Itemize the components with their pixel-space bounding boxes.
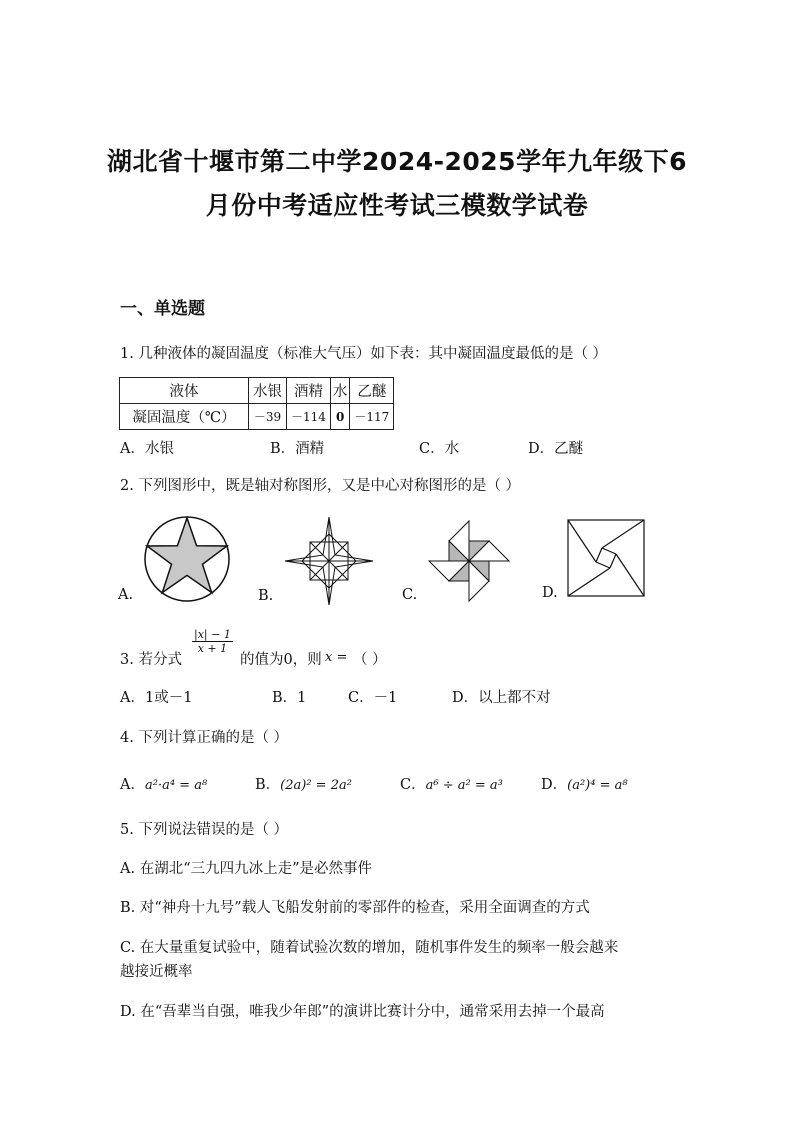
table-cell: －39 <box>249 404 287 430</box>
q1-option-c: C．水 <box>419 441 460 457</box>
q2-label-c: C. <box>402 587 418 603</box>
table-cell: 0 <box>330 404 350 430</box>
table-cell: －117 <box>350 404 394 430</box>
q3-option-c: C．－1 <box>348 690 398 706</box>
option-expression: a⁶ ÷ a² = a³ <box>425 778 503 793</box>
square-pinwheel-figure <box>566 518 646 598</box>
fraction-denominator: x + 1 <box>197 642 228 655</box>
table-cell: 水 <box>330 378 350 404</box>
table-cell: 液体 <box>120 378 249 404</box>
q1-option-b: B．酒精 <box>270 441 325 457</box>
q3-option-a: A．1或－1 <box>120 690 193 706</box>
section-heading: 一、单选题 <box>120 299 205 319</box>
option-expression: (2a)² = 2a² <box>280 778 352 793</box>
question-4-stem: 4. 下列计算正确的是（ ） <box>120 730 289 746</box>
q4-option-a <box>120 773 207 794</box>
q3-suffix: 的值为0，则 <box>240 652 322 668</box>
question-1-stem: 1. 几种液体的凝固温度（标准大气压）如下表：其中凝固温度最低的是（ ） <box>120 346 608 362</box>
q2-label-d: D. <box>542 585 558 601</box>
q5-option-b: B. 对“神舟十九号”载人飞船发射前的零部件的检查，采用全面调查的方式 <box>120 900 590 916</box>
q4-option-c <box>400 773 503 794</box>
pinwheel-figure <box>426 518 512 604</box>
q3-variable: x = <box>325 650 348 665</box>
eight-point-star-figure <box>282 514 376 608</box>
q5-option-d: D. 在“吾辈当自强，唯我少年郎”的演讲比赛计分中，通常采用去掉一个最高 <box>120 1004 605 1020</box>
q2-label-a: A. <box>118 587 134 603</box>
circle-star-figure <box>142 514 232 604</box>
table-cell: 酒精 <box>287 378 331 404</box>
table-cell: 水银 <box>249 378 287 404</box>
exam-title-line1: 湖北省十堰市第二中学2024-2025学年九年级下6 <box>107 147 687 176</box>
table-cell: 凝固温度（℃） <box>120 404 249 430</box>
option-expression: a²·a⁴ = a⁸ <box>144 778 208 793</box>
question-2-stem: 2. 下列图形中，既是轴对称图形，又是中心对称图形的是（ ） <box>120 478 521 494</box>
q4-option-b <box>255 773 352 794</box>
option-label: C． <box>400 777 426 793</box>
q3-paren: （ ） <box>353 652 387 668</box>
q3-option-d: D．以上都不对 <box>452 690 551 706</box>
q3-prefix: 3. 若分式 <box>120 652 182 668</box>
q3-option-b: B．1 <box>272 690 307 706</box>
option-label: A． <box>120 777 145 793</box>
q1-option-a: A．水银 <box>120 441 174 457</box>
exam-title-line2: 月份中考适应性考试三模数学试卷 <box>205 191 589 220</box>
q4-option-d <box>541 773 628 794</box>
table-cell: 乙醚 <box>350 378 394 404</box>
q5-option-c-line2: 越接近概率 <box>120 964 193 980</box>
q3-fraction <box>192 628 233 655</box>
question-5-stem: 5. 下列说法错误的是（ ） <box>120 822 289 838</box>
option-expression: (a²)⁴ = a⁸ <box>567 778 628 793</box>
table-row <box>120 404 394 430</box>
table-header-row <box>120 378 394 404</box>
q5-option-c-line1: C. 在大量重复试验中，随着试验次数的增加，随机事件发生的频率一般会越来 <box>120 940 619 956</box>
q2-label-b: B. <box>258 588 274 604</box>
q1-option-d: D．乙醚 <box>528 441 584 457</box>
freezing-point-table <box>119 377 394 430</box>
fraction-numerator: |x| − 1 <box>194 628 231 641</box>
q5-option-a: A. 在湖北“三九四九冰上走”是必然事件 <box>120 861 373 877</box>
option-label: D． <box>541 777 568 793</box>
option-label: B． <box>255 777 281 793</box>
table-cell: －114 <box>287 404 331 430</box>
